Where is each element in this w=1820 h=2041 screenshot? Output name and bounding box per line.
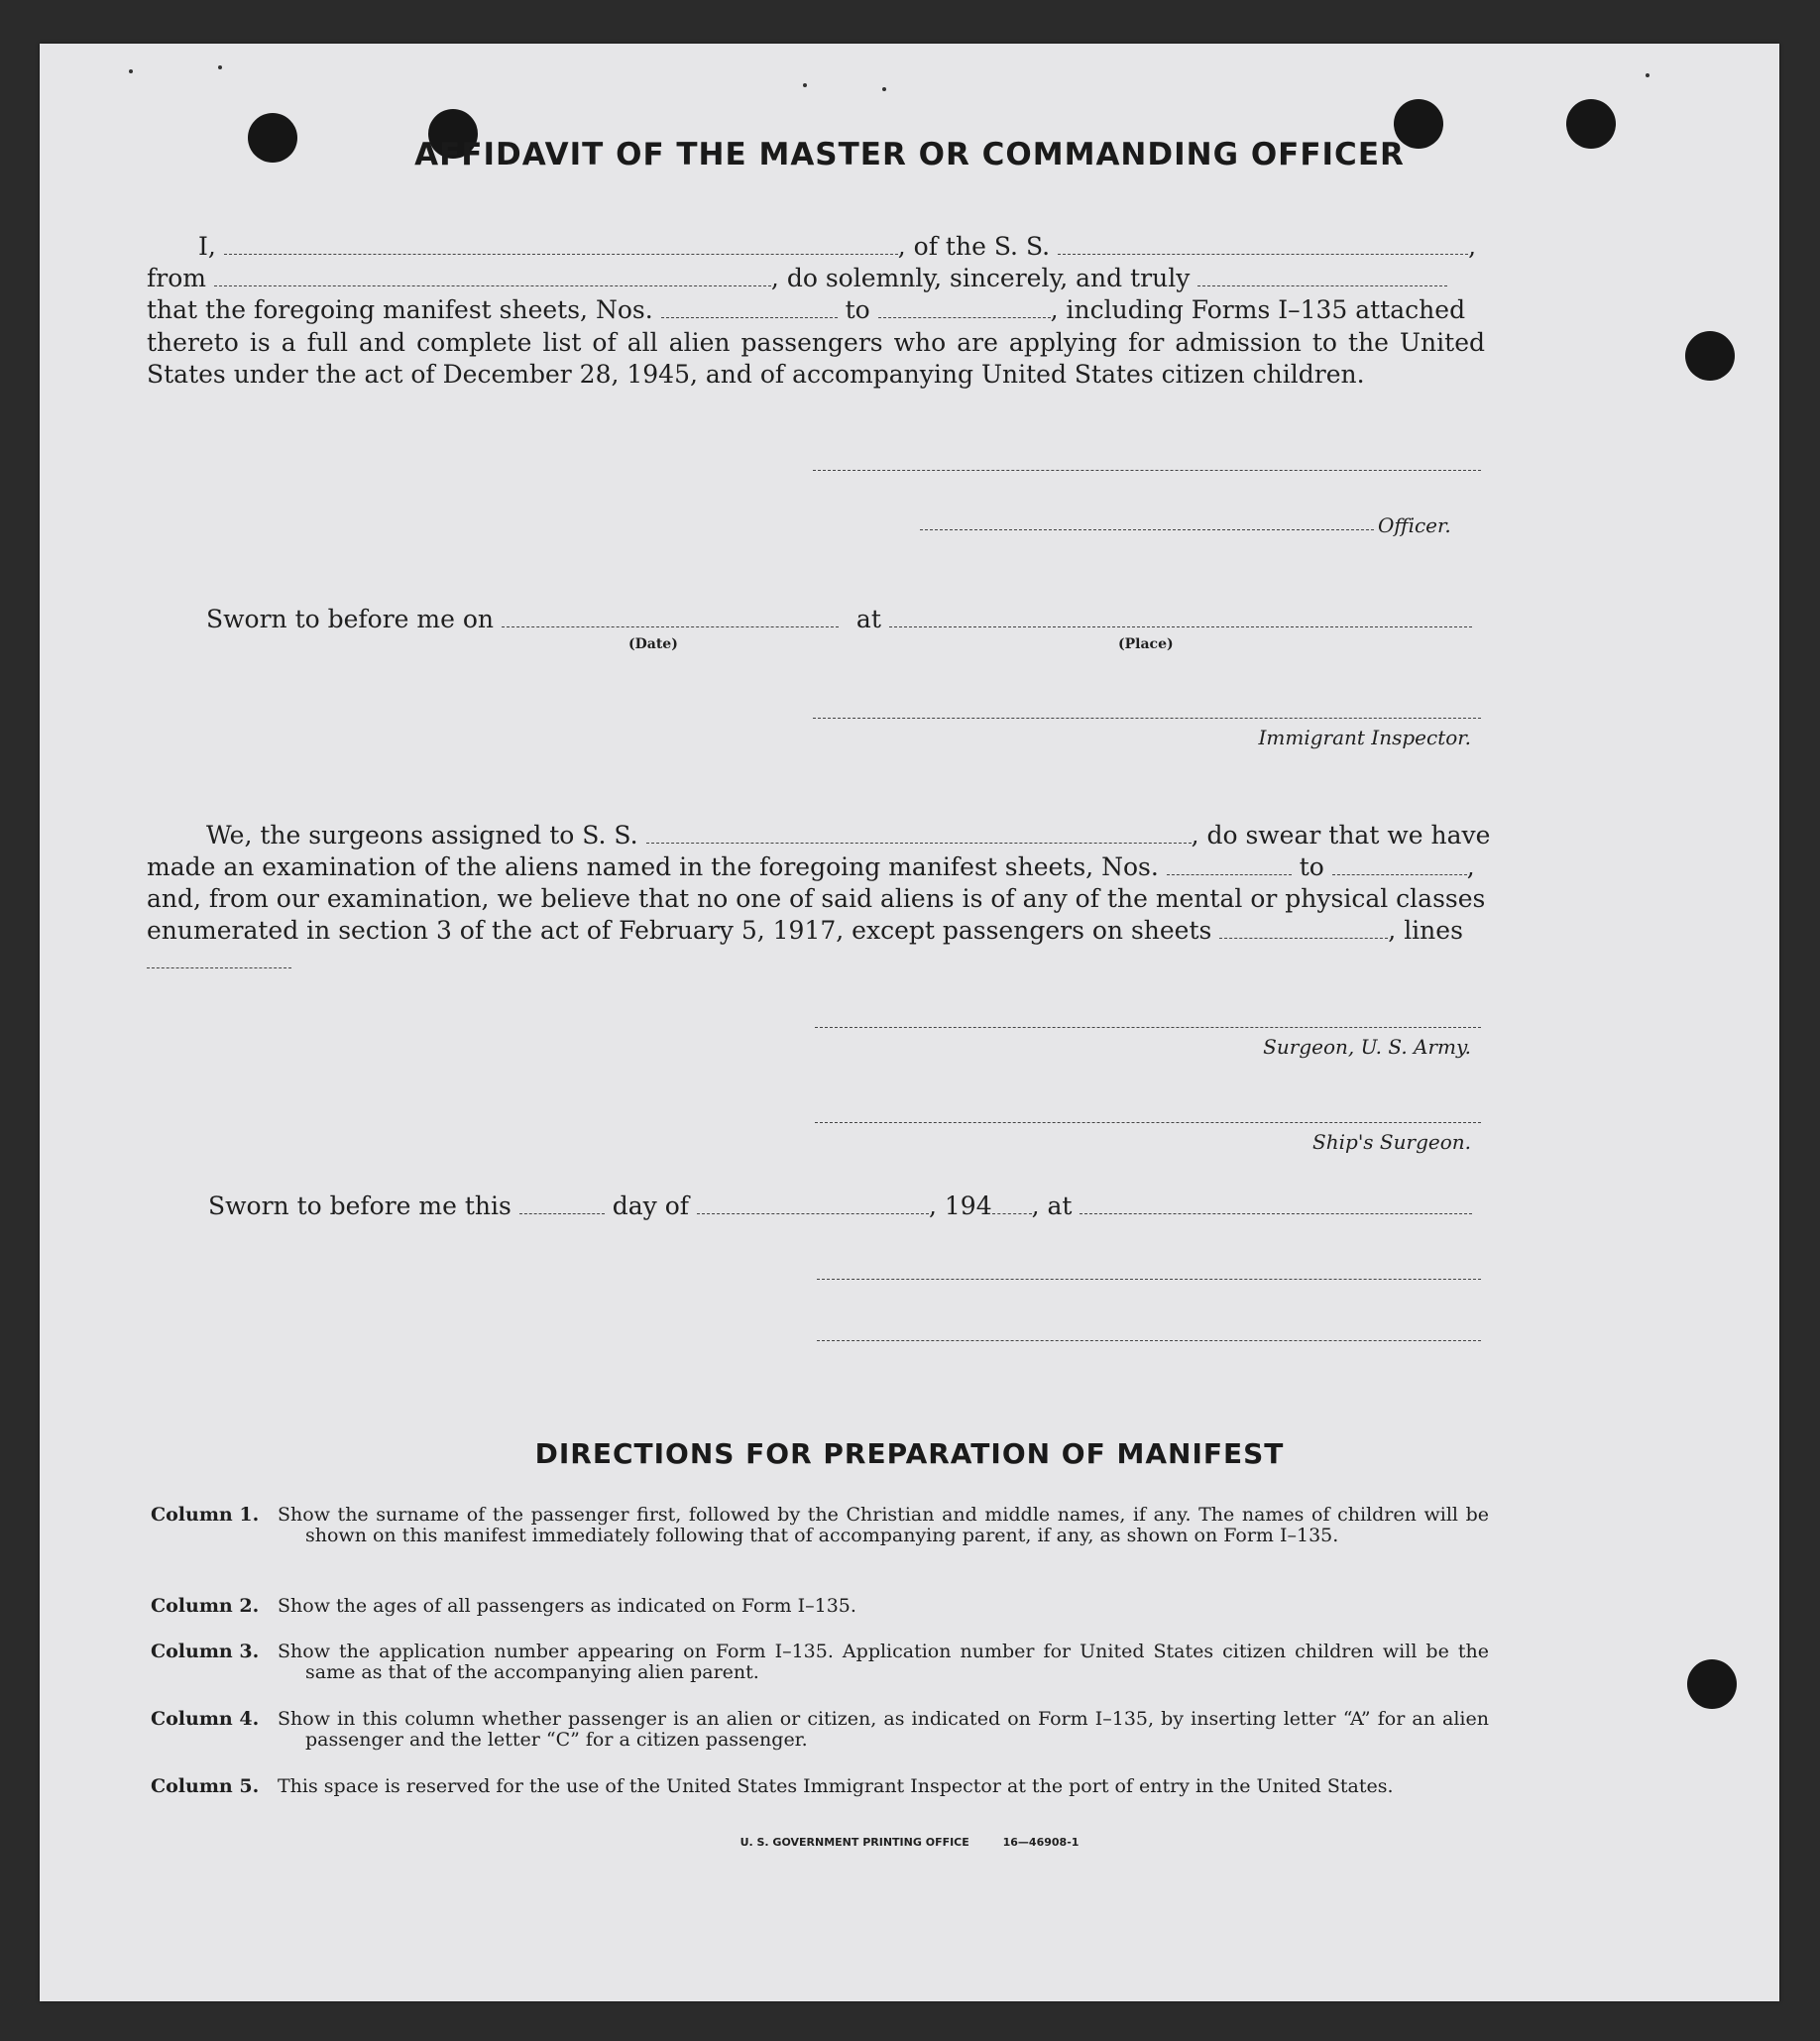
affidavit-line-2: from , do solemnly, sincerely, and truly: [147, 264, 1447, 292]
from-port-blank[interactable]: [214, 266, 771, 286]
sworn-month-blank[interactable]: [697, 1193, 929, 1214]
dust-speck: [218, 65, 222, 69]
sheet-to-blank[interactable]: [878, 297, 1051, 318]
sworn-before-day-row: Sworn to before me this day of , 194 , at: [208, 1191, 1472, 1220]
dust-speck: [882, 87, 886, 91]
sworn-date-blank[interactable]: [502, 607, 839, 627]
form-page: [40, 44, 1779, 2001]
official-signature-line-2[interactable]: [817, 1340, 1481, 1341]
direction-column-5: [151, 1776, 1489, 1797]
master-name-blank[interactable]: [224, 234, 898, 255]
punch-hole: [1687, 1659, 1737, 1709]
printing-office: U. S. GOVERNMENT PRINTING OFFICE: [739, 1836, 969, 1849]
ship-surgeon-label: Ship's Surgeon.: [1312, 1130, 1471, 1154]
direction-column-2: [151, 1596, 1489, 1617]
column-instruction: Show the application number appearing on Form I–135. Application number for United States citizen children will be the same as that of the accompanying alien parent.: [278, 1641, 1489, 1683]
sworn-place-blank[interactable]: [889, 607, 1472, 627]
officer-label: Officer.: [1378, 513, 1451, 537]
ship-surgeon-signature-line[interactable]: [815, 1122, 1481, 1123]
affidavit-title: AFFIDAVIT OF THE MASTER OR COMMANDING OFFICER: [414, 137, 1405, 172]
punch-hole: [1685, 331, 1735, 381]
sworn-day-blank[interactable]: [519, 1193, 605, 1214]
column-label: Column 3.: [151, 1641, 260, 1662]
official-signature-line-1[interactable]: [817, 1279, 1481, 1280]
column-instruction: This space is reserved for the use of the United States Immigrant Inspector at the port of entry in the United States.: [278, 1775, 1394, 1797]
column-label: Column 4.: [151, 1708, 260, 1730]
army-surgeon-signature-line[interactable]: [815, 1027, 1481, 1028]
direction-column-1: [151, 1505, 1489, 1546]
army-surgeon-label: Surgeon, U. S. Army.: [1263, 1035, 1471, 1059]
surgeons-line-1: We, the surgeons assigned to S. S. , do swear that we have: [206, 821, 1491, 850]
affidavit-paragraph-rest: thereto is a full and complete list of all alien passengers who are applying for admission to the United States under the act of December 28, 1945, and of accompanying United States citizen children.: [147, 328, 1485, 389]
printing-office-footer: [40, 1836, 1779, 1849]
sworn-before-date-row: Sworn to before me on at: [206, 605, 1472, 633]
except-sheets-blank[interactable]: [1219, 918, 1388, 939]
column-instruction: Show the surname of the passenger first, followed by the Christian and middle names, if any. The names of children will be shown on this manifest immediately following that of accompanying parent, if any, as shown on Form I–135.: [278, 1504, 1489, 1546]
surgeons-line-4: enumerated in section 3 of the act of February 5, 1917, except passengers on sheets , lines: [147, 916, 1463, 945]
exam-sheet-from-blank[interactable]: [1167, 854, 1292, 875]
surgeons-line-3: and, from our examination, we believe that no one of said aliens is of any of the mental or physical classes: [147, 884, 1486, 913]
except-lines-blank[interactable]: [147, 967, 291, 968]
place-caption: (Place): [1118, 636, 1174, 652]
date-caption: (Date): [628, 636, 678, 652]
column-label: Column 2.: [151, 1595, 260, 1617]
dust-speck: [1646, 73, 1649, 77]
dust-speck: [803, 83, 807, 87]
surgeon-ship-blank[interactable]: [646, 823, 1192, 844]
inspector-label: Immigrant Inspector.: [1258, 726, 1471, 749]
oath-blank[interactable]: [1197, 266, 1447, 286]
direction-column-3: [151, 1642, 1489, 1683]
column-instruction: Show in this column whether passenger is an alien or citizen, as indicated on Form I–135, by inserting letter “A” for an alien passenger and the letter “C” for a citizen passenger.: [278, 1708, 1489, 1751]
affidavit-line-3: that the foregoing manifest sheets, Nos. to , including Forms I–135 attached: [147, 295, 1466, 324]
officer-signature-line[interactable]: [920, 529, 1374, 530]
exam-sheet-to-blank[interactable]: [1332, 854, 1467, 875]
column-label: Column 1.: [151, 1504, 260, 1526]
surgeons-line-2: made an examination of the aliens named in the foregoing manifest sheets, Nos. to ,: [147, 852, 1475, 881]
dust-speck: [129, 69, 133, 73]
column-instruction: Show the ages of all passengers as indicated on Form I–135.: [278, 1595, 856, 1617]
inspector-signature-line-1[interactable]: [813, 718, 1481, 719]
form-code: 16—46908-1: [1002, 1836, 1080, 1849]
affidavit-line-1: I, , of the S. S. ,: [198, 232, 1477, 261]
master-signature-line[interactable]: [813, 470, 1481, 471]
ship-name-blank[interactable]: [1058, 234, 1468, 255]
sworn-year-blank[interactable]: [992, 1193, 1032, 1214]
sheet-from-blank[interactable]: [661, 297, 838, 318]
sworn2-place-blank[interactable]: [1080, 1193, 1472, 1214]
column-label: Column 5.: [151, 1775, 260, 1797]
direction-column-4: [151, 1709, 1489, 1751]
directions-title: DIRECTIONS FOR PREPARATION OF MANIFEST: [534, 1437, 1285, 1470]
